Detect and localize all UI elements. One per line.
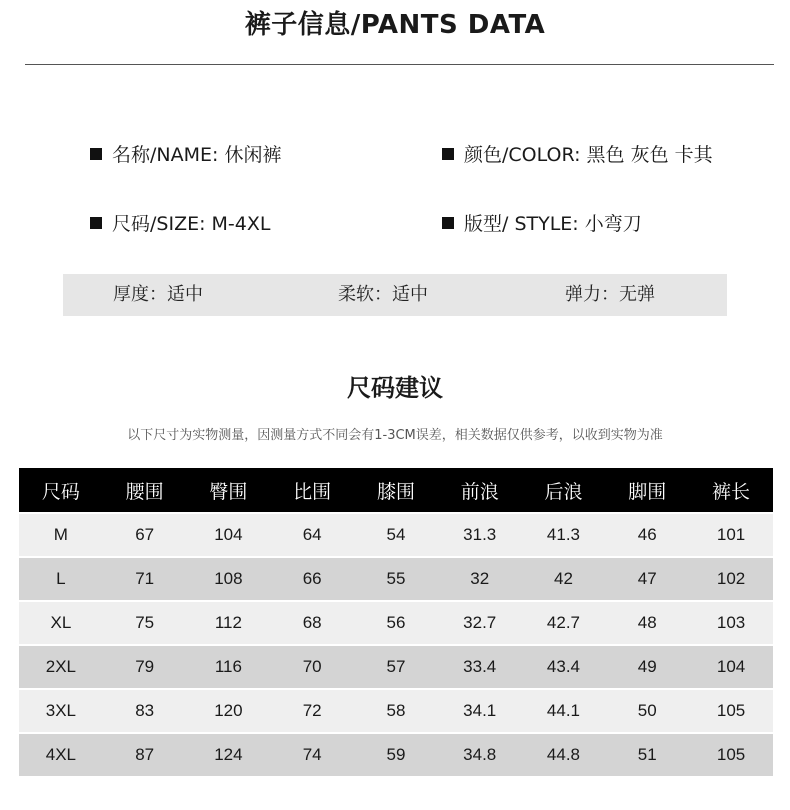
bullet-square-icon [90, 148, 102, 160]
table-cell: 103 [689, 602, 773, 644]
table-cell: 3XL [19, 690, 103, 732]
info-color [442, 140, 713, 167]
info-style-text: 版型/ STYLE: 小弯刀 [464, 213, 642, 235]
table-row [19, 514, 773, 556]
table-cell: 56 [354, 602, 438, 644]
table-row [19, 734, 773, 776]
table-cell: 2XL [19, 646, 103, 688]
info-name [90, 140, 281, 167]
table-cell: 46 [605, 514, 689, 556]
table-cell: 74 [270, 734, 354, 776]
table-cell: 71 [103, 558, 187, 600]
table-cell: 47 [605, 558, 689, 600]
table-cell: 55 [354, 558, 438, 600]
bullet-square-icon [442, 217, 454, 229]
measurement-note: 以下尺寸为实物测量，因测量方式不同会有1-3CM误差，相关数据仅供参考，以收到实物为准 [127, 428, 663, 443]
table-cell: 83 [103, 690, 187, 732]
header-leg-opening: 脚围 [605, 468, 689, 512]
size-section-title: 尺码建议 [347, 374, 443, 402]
table-cell: 57 [354, 646, 438, 688]
size-table [19, 466, 773, 778]
table-cell: 49 [605, 646, 689, 688]
bullet-square-icon [90, 217, 102, 229]
table-cell: L [19, 558, 103, 600]
table-cell: 33.4 [438, 646, 522, 688]
header-back-rise: 后浪 [522, 468, 606, 512]
info-color-text: 颜色/COLOR: 黑色 灰色 卡其 [464, 144, 713, 166]
table-cell: 34.8 [438, 734, 522, 776]
table-cell: 42 [522, 558, 606, 600]
table-cell: 58 [354, 690, 438, 732]
table-row [19, 602, 773, 644]
table-row [19, 646, 773, 688]
table-cell: 51 [605, 734, 689, 776]
table-cell: 116 [187, 646, 271, 688]
table-cell: 87 [103, 734, 187, 776]
page-title: 裤子信息/PANTS DATA [244, 10, 546, 40]
table-cell: 72 [270, 690, 354, 732]
table-cell: 112 [187, 602, 271, 644]
table-cell: 43.4 [522, 646, 606, 688]
table-cell: 79 [103, 646, 187, 688]
header-length: 裤长 [689, 468, 773, 512]
table-cell: 41.3 [522, 514, 606, 556]
table-cell: 75 [103, 602, 187, 644]
table-cell: 31.3 [438, 514, 522, 556]
header-knee: 膝围 [354, 468, 438, 512]
table-cell: 42.7 [522, 602, 606, 644]
table-cell: 108 [187, 558, 271, 600]
table-cell: 120 [187, 690, 271, 732]
table-cell: 105 [689, 690, 773, 732]
table-cell: 102 [689, 558, 773, 600]
properties-band [63, 274, 727, 316]
info-name-text: 名称/NAME: 休闲裤 [112, 144, 282, 166]
table-cell: M [19, 514, 103, 556]
title-divider [25, 64, 774, 65]
table-cell: 32 [438, 558, 522, 600]
table-cell: 68 [270, 602, 354, 644]
table-cell: 104 [187, 514, 271, 556]
table-row [19, 690, 773, 732]
softness-property: 柔软：适中 [338, 284, 428, 305]
header-hip: 臀围 [187, 468, 271, 512]
table-cell: XL [19, 602, 103, 644]
table-cell: 104 [689, 646, 773, 688]
table-cell: 66 [270, 558, 354, 600]
table-cell: 70 [270, 646, 354, 688]
header-size: 尺码 [19, 468, 103, 512]
table-cell: 67 [103, 514, 187, 556]
table-cell: 50 [605, 690, 689, 732]
bullet-square-icon [442, 148, 454, 160]
table-cell: 101 [689, 514, 773, 556]
header-front-rise: 前浪 [438, 468, 522, 512]
info-style [442, 209, 642, 236]
info-size [90, 209, 270, 236]
info-size-text: 尺码/SIZE: M-4XL [112, 213, 271, 235]
elasticity-property: 弹力：无弹 [565, 284, 655, 305]
table-cell: 54 [354, 514, 438, 556]
table-row [19, 558, 773, 600]
table-cell: 64 [270, 514, 354, 556]
table-cell: 59 [354, 734, 438, 776]
header-thigh: 比围 [270, 468, 354, 512]
table-cell: 124 [187, 734, 271, 776]
table-cell: 44.1 [522, 690, 606, 732]
table-cell: 34.1 [438, 690, 522, 732]
table-cell: 32.7 [438, 602, 522, 644]
table-cell: 44.8 [522, 734, 606, 776]
table-cell: 4XL [19, 734, 103, 776]
thickness-property: 厚度：适中 [113, 284, 203, 305]
table-cell: 48 [605, 602, 689, 644]
table-header-row [19, 468, 773, 512]
table-cell: 105 [689, 734, 773, 776]
header-waist: 腰围 [103, 468, 187, 512]
